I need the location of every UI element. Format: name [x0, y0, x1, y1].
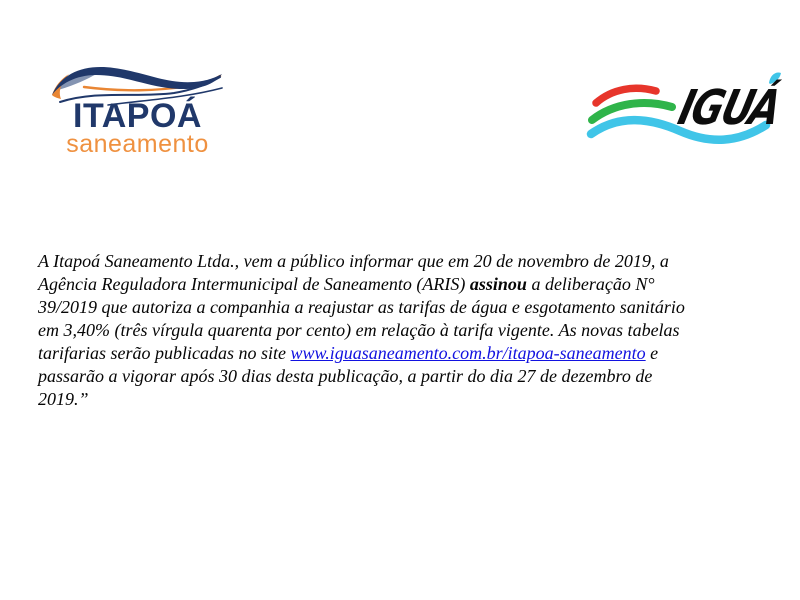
text-line — [38, 296, 786, 319]
text-line — [38, 273, 786, 296]
text-segment: 2019.” — [38, 389, 89, 409]
igua-logo-title: IGUÁ — [673, 80, 782, 136]
igua-logo — [586, 70, 782, 162]
text-line — [38, 319, 786, 342]
text-line — [38, 365, 786, 388]
text-line — [38, 250, 786, 273]
igua-waves-icon — [586, 70, 782, 162]
text-line — [38, 342, 786, 365]
text-line — [38, 388, 786, 411]
itapoa-logo-title: ITAPOÁ — [73, 97, 202, 135]
text-segment: passarão a vigorar após 30 dias desta publicação, a partir do dia 27 de dezembro de — [38, 366, 653, 386]
text-segment: Agência Reguladora Intermunicipal de Saneamento (ARIS) — [38, 274, 470, 294]
text-segment: A Itapoá Saneamento Ltda., vem a público informar que em 20 de novembro de 2019, a — [38, 251, 669, 271]
text-segment: e — [645, 343, 659, 363]
text-segment: tarifarias serão publicadas no site — [38, 343, 291, 363]
tariff-site-link[interactable]: www.iguasaneamento.com.br/itapoa-saneamento — [290, 343, 646, 363]
text-segment: em 3,40% (três vírgula quarenta por cento) em relação à tarifa vigente. As novas tabelas — [38, 320, 680, 340]
bold-text: assinou — [469, 274, 527, 294]
text-segment: 39/2019 que autoriza a companhia a reajustar as tarifas de água e esgotamento sanitário — [38, 297, 685, 317]
itapoa-logo — [50, 62, 225, 157]
itapoa-logo-subtitle: saneamento — [66, 130, 209, 158]
text-segment: a deliberação N° — [526, 274, 655, 294]
announcement-text — [38, 250, 786, 411]
